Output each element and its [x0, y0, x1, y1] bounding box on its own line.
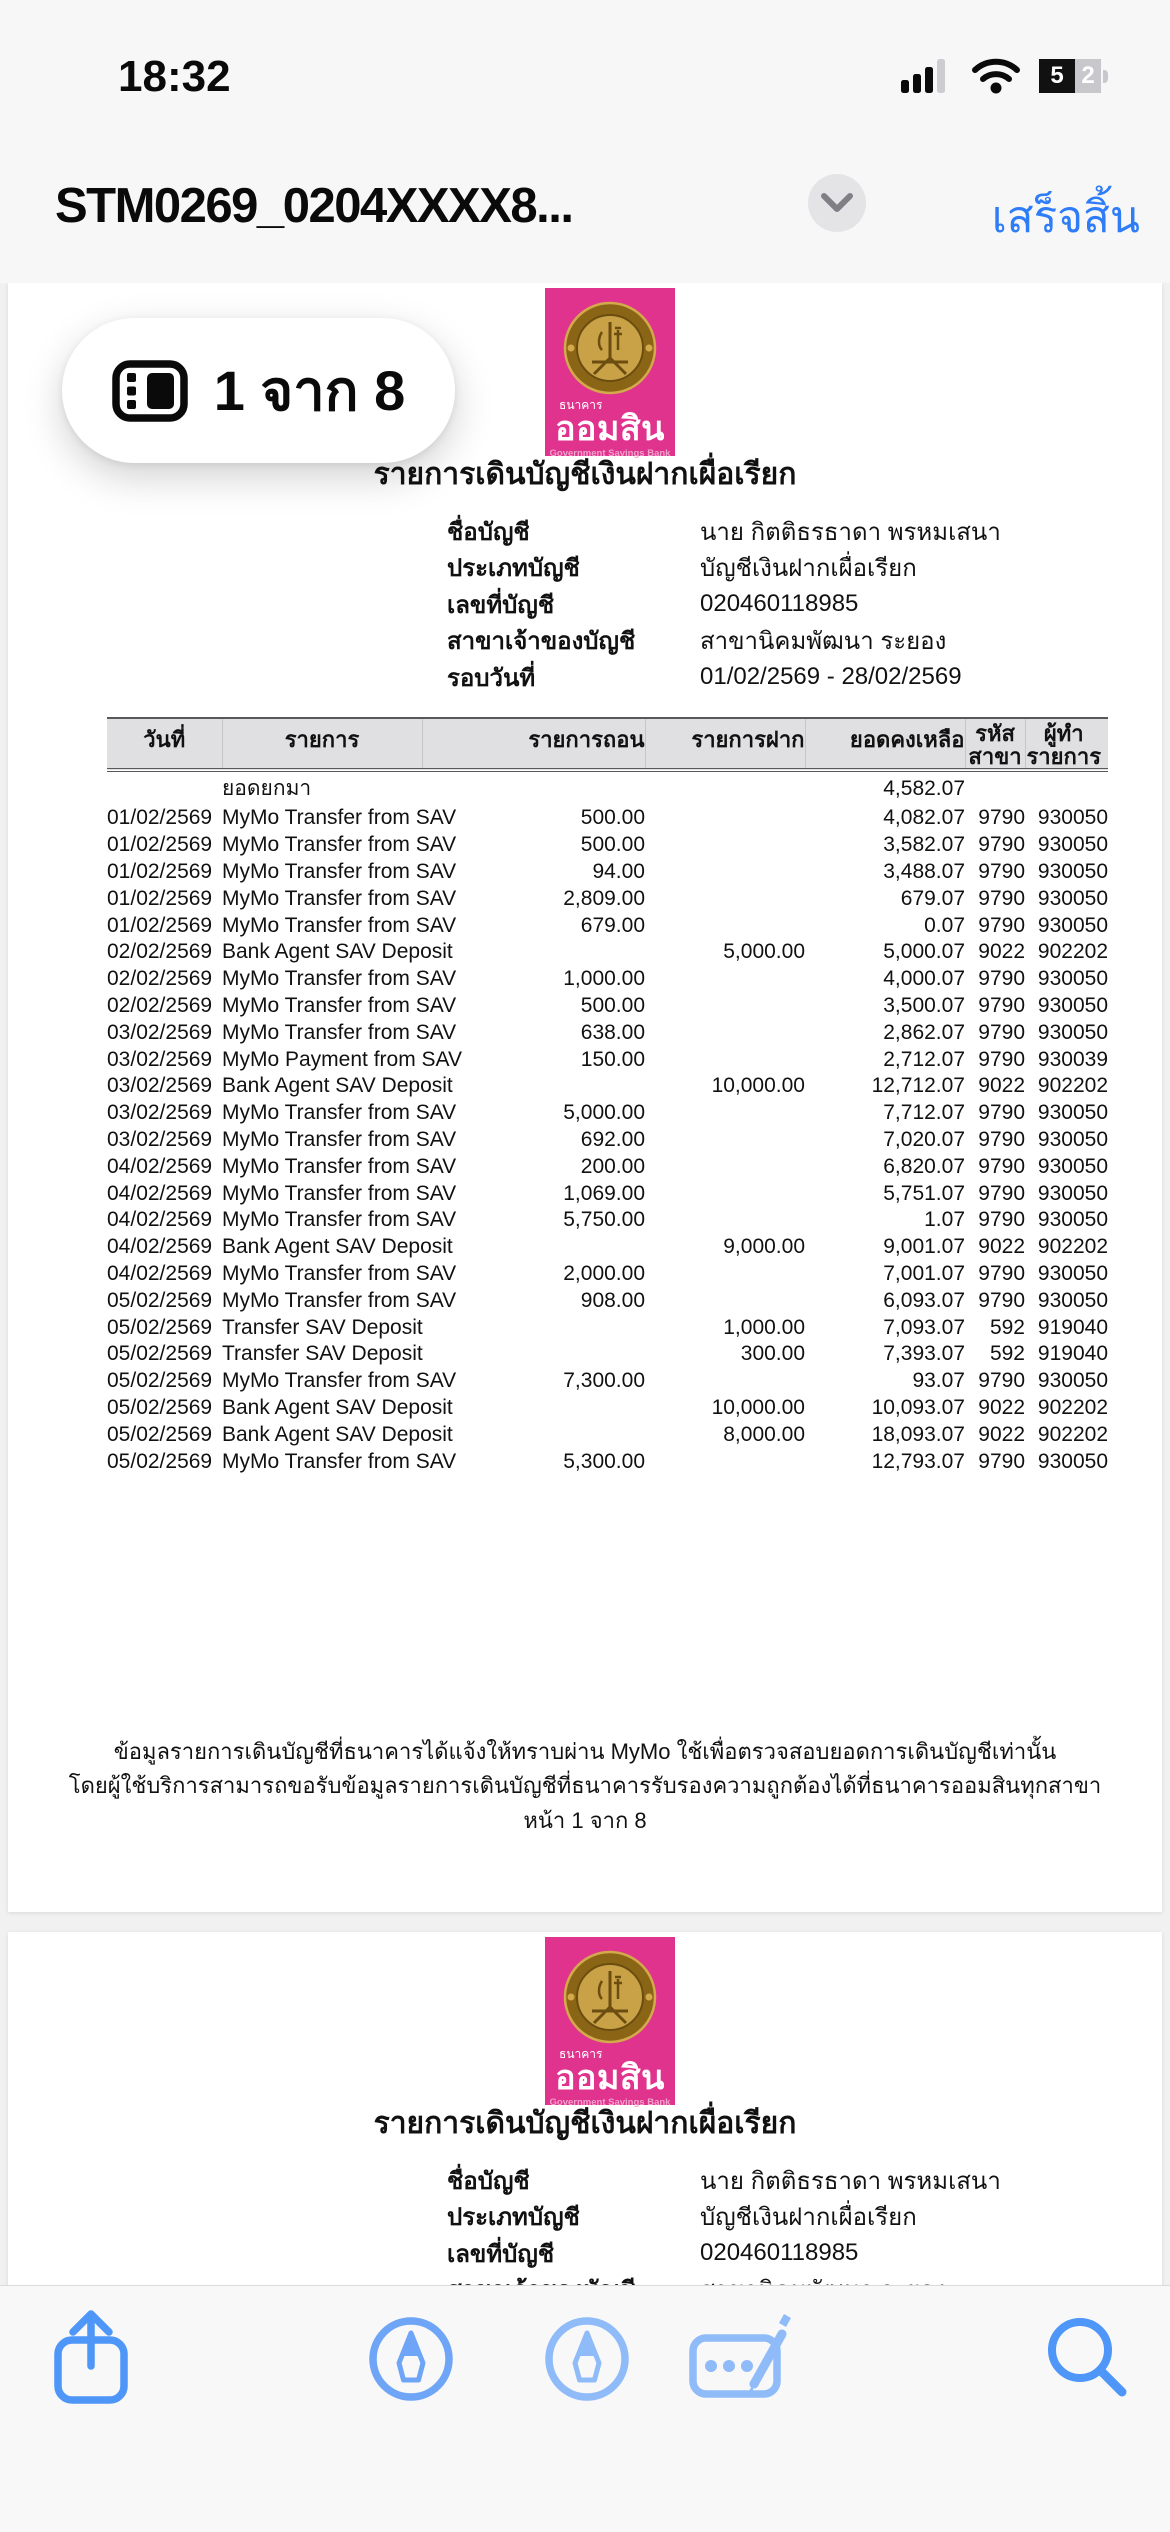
- cell-description: MyMo Transfer from SAV: [222, 1127, 457, 1151]
- battery-percent-digit-1: 5: [1039, 59, 1075, 93]
- transaction-row: [107, 1127, 1108, 1154]
- transaction-row: [107, 1073, 1108, 1100]
- cell-deposit: [645, 1100, 805, 1127]
- done-button[interactable]: เสร็จสิ้น: [991, 193, 1140, 242]
- cell-deposit: [645, 1368, 805, 1395]
- cell-date: 03/02/2569: [107, 1127, 213, 1151]
- cell-operator: 930050: [1037, 1101, 1108, 1125]
- account-detail-value: 01/02/2569 - 28/02/2569: [700, 663, 962, 691]
- cell-branch-code: 9790: [978, 1208, 1025, 1232]
- cell-balance: 7,001.07: [883, 1261, 965, 1285]
- cell-description: MyMo Transfer from SAV: [222, 1369, 457, 1393]
- account-detail-row: [447, 586, 1107, 623]
- cell-operator: 930050: [1037, 993, 1108, 1017]
- cell-operator: 930050: [1037, 913, 1108, 937]
- bank-logo: [545, 1937, 675, 2108]
- thumbnails-icon: [112, 360, 188, 422]
- cell-branch-code: 9790: [978, 833, 1025, 857]
- account-detail-value: บัญชีเงินฝากเผื่อเรียก: [700, 555, 917, 583]
- cell-operator: 902202: [1037, 1235, 1108, 1259]
- statement-title: รายการเดินบัญชีเงินฝากเผื่อเรียก: [373, 2107, 797, 2140]
- cell-date: 04/02/2569: [107, 1261, 213, 1285]
- cell-withdrawal: [422, 1395, 645, 1422]
- col-header-date: วันที่: [107, 718, 222, 770]
- cell-balance: 679.07: [900, 886, 965, 910]
- cell-branch-code: 9790: [978, 859, 1025, 883]
- account-details: [447, 513, 1107, 696]
- bank-logo-subtitle: Government Savings Bank: [549, 2097, 671, 2108]
- cell-balance: 7,393.07: [883, 1342, 965, 1366]
- cell-balance: 12,793.07: [871, 1449, 965, 1473]
- cell-date: 02/02/2569: [107, 993, 213, 1017]
- cell-date: 05/02/2569: [107, 1315, 213, 1339]
- cell-deposit: [645, 1153, 805, 1180]
- cell-operator: 919040: [1037, 1315, 1108, 1339]
- cell-deposit: [645, 993, 805, 1020]
- cell-operator: 902202: [1037, 1422, 1108, 1446]
- col-header-deposit: รายการฝาก: [645, 718, 805, 770]
- cell-operator: 930050: [1037, 859, 1108, 883]
- cell-description: MyMo Transfer from SAV: [222, 1449, 457, 1473]
- cell-date: 05/02/2569: [107, 1449, 213, 1473]
- pdf-page-2[interactable]: [8, 1932, 1162, 2292]
- cell-branch-code: 9790: [978, 967, 1025, 991]
- cell-branch-code: 9022: [978, 1235, 1025, 1259]
- account-detail-label: ประเภทบัญชี: [447, 555, 580, 583]
- cell-operator: 930050: [1037, 886, 1108, 910]
- nav-bar: [0, 150, 1170, 283]
- cell-operator: 930039: [1037, 1047, 1108, 1071]
- statement-title: รายการเดินบัญชีเงินฝากเผื่อเรียก: [373, 458, 797, 491]
- cell-balance: 3,488.07: [883, 859, 965, 883]
- cell-operator: 930050: [1037, 1288, 1108, 1312]
- account-detail-value: นาย กิตติธรธาดา พรหมเสนา: [700, 2167, 1001, 2195]
- cell-operator: 930050: [1037, 967, 1108, 991]
- cell-withdrawal: 500.00: [580, 833, 645, 857]
- cell-operator: [1025, 770, 1108, 805]
- transaction-row: [107, 805, 1108, 832]
- cell-date: 01/02/2569: [107, 833, 213, 857]
- cell-description: Transfer SAV Deposit: [222, 1342, 423, 1366]
- cell-deposit: 1,000.00: [723, 1315, 805, 1339]
- cell-deposit: [645, 1207, 805, 1234]
- cell-withdrawal: 692.00: [580, 1127, 645, 1151]
- account-detail-row: [447, 550, 1107, 587]
- account-detail-row: [447, 2199, 1107, 2236]
- transaction-row: [107, 1234, 1108, 1261]
- form-fill-icon[interactable]: [688, 2308, 800, 2408]
- account-detail-label: ชื่อบัญชี: [447, 518, 530, 546]
- cell-description: MyMo Transfer from SAV: [222, 993, 457, 1017]
- cell-withdrawal: 638.00: [580, 1020, 645, 1044]
- cell-deposit: [645, 832, 805, 859]
- cell-description: Bank Agent SAV Deposit: [222, 1074, 453, 1098]
- cell-date: 05/02/2569: [107, 1369, 213, 1393]
- cell-deposit: [645, 1127, 805, 1154]
- cell-withdrawal: 2,809.00: [563, 886, 645, 910]
- cell-balance: 3,500.07: [883, 993, 965, 1017]
- cell-balance: 10,093.07: [871, 1395, 965, 1419]
- cell-date: 04/02/2569: [107, 1154, 213, 1178]
- cell-withdrawal: [422, 1421, 645, 1448]
- cell-date: 01/02/2569: [107, 806, 213, 830]
- cell-operator: 930050: [1037, 806, 1108, 830]
- bank-seal-icon: [562, 300, 658, 396]
- cell-operator: 930050: [1037, 1449, 1108, 1473]
- account-detail-row: [447, 2235, 1107, 2272]
- cell-description: MyMo Transfer from SAV: [222, 913, 457, 937]
- account-detail-row: [447, 2162, 1107, 2199]
- cell-branch-code: 592: [989, 1342, 1025, 1366]
- transaction-row: [107, 1287, 1108, 1314]
- cell-description: MyMo Transfer from SAV: [222, 1101, 457, 1125]
- col-header-operator: ผู้ทำ รายการ: [1025, 718, 1108, 770]
- bank-logo-small-text: ธนาคาร: [559, 398, 603, 412]
- cell-operator: 902202: [1037, 1074, 1108, 1098]
- transaction-row: [107, 1421, 1108, 1448]
- cell-operator: 930050: [1037, 1181, 1108, 1205]
- battery-percent-digit-2: 2: [1075, 59, 1101, 93]
- bottom-toolbar: [0, 2285, 1170, 2532]
- cell-branch-code: 9790: [978, 1449, 1025, 1473]
- cell-balance: 6,820.07: [883, 1154, 965, 1178]
- pdf-page-1[interactable]: [8, 283, 1162, 1912]
- bank-logo-subtitle: Government Savings Bank: [549, 448, 671, 459]
- account-detail-value: สาขานิคมพัฒนา ระยอง: [700, 628, 947, 656]
- cell-date: 05/02/2569: [107, 1422, 213, 1446]
- transaction-row: [107, 770, 1108, 805]
- transaction-row: [107, 939, 1108, 966]
- account-detail-row: [447, 659, 1107, 696]
- cell-balance: 6,093.07: [883, 1288, 965, 1312]
- cell-date: [107, 770, 222, 805]
- cell-operator: 930050: [1037, 1127, 1108, 1151]
- cell-date: 02/02/2569: [107, 967, 213, 991]
- transaction-row: [107, 1046, 1108, 1073]
- cell-branch-code: 9790: [978, 1261, 1025, 1285]
- cell-date: 03/02/2569: [107, 1020, 213, 1044]
- cell-branch-code: 9790: [978, 1288, 1025, 1312]
- cell-deposit: [645, 805, 805, 832]
- cell-operator: 930050: [1037, 1154, 1108, 1178]
- cell-balance: 7,712.07: [883, 1101, 965, 1125]
- cell-description: MyMo Transfer from SAV: [222, 1261, 457, 1285]
- bank-seal-icon: [562, 1949, 658, 2045]
- col-header-balance: ยอดคงเหลือ: [805, 718, 965, 770]
- cell-withdrawal: 500.00: [580, 806, 645, 830]
- cell-date: 04/02/2569: [107, 1208, 213, 1232]
- cell-date: 05/02/2569: [107, 1342, 213, 1366]
- cell-withdrawal: [422, 1314, 645, 1341]
- cell-balance: 7,093.07: [883, 1315, 965, 1339]
- cell-branch-code: 592: [989, 1315, 1025, 1339]
- cell-branch-code: 9790: [978, 886, 1025, 910]
- cell-deposit: 10,000.00: [711, 1074, 805, 1098]
- cell-balance: 5,000.07: [883, 940, 965, 964]
- cell-description: Bank Agent SAV Deposit: [222, 940, 453, 964]
- cell-branch-code: [965, 770, 1025, 805]
- cell-deposit: [645, 966, 805, 993]
- cell-withdrawal: 500.00: [580, 993, 645, 1017]
- cell-branch-code: 9790: [978, 1181, 1025, 1205]
- cell-balance: 4,582.07: [883, 776, 965, 800]
- cell-balance: 1.07: [924, 1208, 965, 1232]
- cell-deposit: 300.00: [740, 1342, 805, 1366]
- battery-icon: [1039, 59, 1108, 93]
- transaction-row: [107, 912, 1108, 939]
- cell-date: 02/02/2569: [107, 940, 213, 964]
- cell-description: Transfer SAV Deposit: [222, 1315, 423, 1339]
- cell-description: MyMo Transfer from SAV: [222, 1208, 457, 1232]
- cell-balance: 0.07: [924, 913, 965, 937]
- transaction-row: [107, 966, 1108, 993]
- cell-withdrawal: 200.00: [580, 1154, 645, 1178]
- cell-balance: 9,001.07: [883, 1235, 965, 1259]
- cell-description: MyMo Transfer from SAV: [222, 1020, 457, 1044]
- page-indicator-label: 1 จาก 8: [213, 359, 406, 422]
- account-detail-value: นาย กิตติธรธาดา พรหมเสนา: [700, 518, 1001, 546]
- cell-withdrawal: 908.00: [580, 1288, 645, 1312]
- share-icon[interactable]: [52, 2308, 130, 2406]
- account-detail-label: สาขาเจ้าของบัญชี: [447, 628, 636, 656]
- cell-withdrawal: 7,300.00: [563, 1369, 645, 1393]
- cell-deposit: [645, 1261, 805, 1288]
- cell-description: Bank Agent SAV Deposit: [222, 1422, 453, 1446]
- account-detail-label: เลขที่บัญชี: [447, 2240, 555, 2268]
- cell-branch-code: 9022: [978, 1395, 1025, 1419]
- transaction-row: [107, 1207, 1108, 1234]
- col-header-description: รายการ: [222, 718, 422, 770]
- cell-description: MyMo Transfer from SAV: [222, 1181, 457, 1205]
- bank-logo-name: ออมสิน: [555, 410, 665, 448]
- cell-date: 05/02/2569: [107, 1288, 213, 1312]
- cell-deposit: 5,000.00: [723, 940, 805, 964]
- cell-deposit: [645, 885, 805, 912]
- footer-page-number: หน้า 1 จาก 8: [523, 1808, 647, 1833]
- cell-deposit: [645, 1287, 805, 1314]
- cell-withdrawal: [422, 770, 645, 805]
- transaction-row: [107, 1395, 1108, 1422]
- cell-branch-code: 9790: [978, 806, 1025, 830]
- cell-withdrawal: 1,069.00: [563, 1181, 645, 1205]
- transaction-row: [107, 1261, 1108, 1288]
- cell-deposit: [645, 1019, 805, 1046]
- bank-logo-name: ออมสิน: [555, 2059, 665, 2097]
- cell-balance: 18,093.07: [871, 1422, 965, 1446]
- cell-operator: 902202: [1037, 940, 1108, 964]
- cell-deposit: 10,000.00: [711, 1395, 805, 1419]
- transaction-row: [107, 1368, 1108, 1395]
- account-detail-label: ชื่อบัญชี: [447, 2167, 530, 2195]
- col-header-branch-code: รหัส สาขา: [965, 718, 1025, 770]
- cell-deposit: 8,000.00: [723, 1422, 805, 1446]
- transaction-row: [107, 1019, 1108, 1046]
- cell-withdrawal: [422, 1234, 645, 1261]
- statement-footer: [8, 1735, 1162, 1838]
- account-detail-value: 020460118985: [700, 2239, 859, 2267]
- transaction-row: [107, 1448, 1108, 1475]
- bank-logo: [545, 288, 675, 459]
- title-menu-button[interactable]: [808, 174, 866, 232]
- transaction-row: [107, 1153, 1108, 1180]
- cell-withdrawal: 94.00: [592, 859, 645, 883]
- cell-date: 05/02/2569: [107, 1395, 213, 1419]
- table-header-row: [107, 718, 1108, 770]
- cell-date: 01/02/2569: [107, 859, 213, 883]
- page-indicator[interactable]: [62, 318, 455, 463]
- transaction-row: [107, 885, 1108, 912]
- cell-withdrawal: [422, 939, 645, 966]
- cell-balance: 4,082.07: [883, 806, 965, 830]
- cell-description: MyMo Transfer from SAV: [222, 1288, 457, 1312]
- cell-balance: 7,020.07: [883, 1127, 965, 1151]
- cell-deposit: 9,000.00: [723, 1235, 805, 1259]
- chevron-down-icon: [820, 192, 854, 214]
- cell-balance: 3,582.07: [883, 833, 965, 857]
- wifi-icon: [971, 58, 1021, 94]
- search-icon[interactable]: [1042, 2312, 1132, 2402]
- transaction-row: [107, 1314, 1108, 1341]
- cell-operator: 930050: [1037, 1369, 1108, 1393]
- cell-operator: 919040: [1037, 1342, 1108, 1366]
- transaction-row: [107, 1180, 1108, 1207]
- cell-operator: 930050: [1037, 833, 1108, 857]
- cell-description: MyMo Transfer from SAV: [222, 859, 457, 883]
- account-detail-value: บัญชีเงินฝากเผื่อเรียก: [700, 2204, 917, 2232]
- cell-balance: 5,751.07: [883, 1181, 965, 1205]
- cell-branch-code: 9790: [978, 1101, 1025, 1125]
- account-detail-row: [447, 623, 1107, 660]
- cell-description: Bank Agent SAV Deposit: [222, 1235, 453, 1259]
- cell-branch-code: 9790: [978, 1369, 1025, 1393]
- cell-withdrawal: 1,000.00: [563, 967, 645, 991]
- cell-balance: 4,000.07: [883, 967, 965, 991]
- transactions-table: [107, 717, 1108, 1475]
- cellular-signal-icon: [901, 59, 953, 93]
- cell-withdrawal: [422, 1341, 645, 1368]
- cell-operator: 930050: [1037, 1261, 1108, 1285]
- account-detail-label: เลขที่บัญชี: [447, 591, 555, 619]
- cell-withdrawal: 679.00: [580, 913, 645, 937]
- cell-branch-code: 9790: [978, 913, 1025, 937]
- cell-withdrawal: 5,750.00: [563, 1208, 645, 1232]
- cell-date: 04/02/2569: [107, 1235, 213, 1259]
- cell-date: 03/02/2569: [107, 1047, 213, 1071]
- cell-deposit: [645, 1180, 805, 1207]
- account-detail-label: รอบวันที่: [447, 664, 536, 692]
- cell-date: 04/02/2569: [107, 1181, 213, 1205]
- cell-branch-code: 9022: [978, 940, 1025, 964]
- cell-description: ยอดยกมา: [222, 777, 312, 800]
- cell-description: MyMo Transfer from SAV: [222, 833, 457, 857]
- cell-deposit: [645, 912, 805, 939]
- transaction-row: [107, 832, 1108, 859]
- cell-balance: 2,712.07: [883, 1047, 965, 1071]
- account-detail-row: [447, 513, 1107, 550]
- account-detail-label: ประเภทบัญชี: [447, 2204, 580, 2232]
- cell-description: MyMo Transfer from SAV: [222, 1154, 457, 1178]
- cell-description: MyMo Transfer from SAV: [222, 886, 457, 910]
- cell-balance: 12,712.07: [871, 1074, 965, 1098]
- cell-withdrawal: 2,000.00: [563, 1261, 645, 1285]
- cell-operator: 902202: [1037, 1395, 1108, 1419]
- cell-branch-code: 9790: [978, 1154, 1025, 1178]
- cell-description: MyMo Transfer from SAV: [222, 967, 457, 991]
- cell-description: Bank Agent SAV Deposit: [222, 1395, 453, 1419]
- cell-branch-code: 9790: [978, 1127, 1025, 1151]
- transaction-row: [107, 993, 1108, 1020]
- clock: 18:32: [118, 52, 231, 101]
- markup-pen-icon[interactable]: [368, 2316, 454, 2402]
- cell-branch-code: 9790: [978, 1047, 1025, 1071]
- transaction-row: [107, 1100, 1108, 1127]
- cell-description: MyMo Transfer from SAV: [222, 806, 457, 830]
- col-header-withdrawal: รายการถอน: [422, 718, 645, 770]
- cell-date: 03/02/2569: [107, 1074, 213, 1098]
- cell-branch-code: 9790: [978, 993, 1025, 1017]
- bank-logo-small-text: ธนาคาร: [559, 2047, 603, 2061]
- cell-branch-code: 9022: [978, 1074, 1025, 1098]
- transaction-row: [107, 859, 1108, 886]
- markup-pen-icon-2[interactable]: [544, 2316, 630, 2402]
- cell-operator: 930050: [1037, 1208, 1108, 1232]
- cell-deposit: [645, 859, 805, 886]
- status-bar: [0, 0, 1170, 150]
- footer-line-1: ข้อมูลรายการเดินบัญชีที่ธนาคารได้แจ้งให้ทราบผ่าน MyMo ใช้เพื่อตรวจสอบยอดการเดินบัญชีเท่านั้น: [113, 1739, 1057, 1764]
- cell-withdrawal: 5,300.00: [563, 1449, 645, 1473]
- cell-balance: 2,862.07: [883, 1020, 965, 1044]
- document-title: STM0269_0204XXXX8...: [55, 179, 573, 233]
- cell-date: 01/02/2569: [107, 913, 213, 937]
- cell-description: MyMo Payment from SAV: [222, 1047, 463, 1071]
- cell-operator: 930050: [1037, 1020, 1108, 1044]
- cell-branch-code: 9022: [978, 1422, 1025, 1446]
- footer-line-2: โดยผู้ใช้บริการสามารถขอรับข้อมูลรายการเดินบัญชีที่ธนาคารรับรองความถูกต้องได้ที่ธนาคารออมสินทุกสาขา: [68, 1773, 1102, 1798]
- cell-deposit: [645, 1046, 805, 1073]
- cell-deposit: [645, 1448, 805, 1475]
- cell-deposit: [645, 770, 805, 805]
- cell-date: 03/02/2569: [107, 1101, 213, 1125]
- transaction-row: [107, 1341, 1108, 1368]
- account-detail-value: 020460118985: [700, 590, 859, 618]
- cell-withdrawal: [422, 1073, 645, 1100]
- cell-withdrawal: 150.00: [580, 1047, 645, 1071]
- cell-date: 01/02/2569: [107, 886, 213, 910]
- cell-withdrawal: 5,000.00: [563, 1101, 645, 1125]
- cell-balance: 93.07: [912, 1369, 965, 1393]
- cell-branch-code: 9790: [978, 1020, 1025, 1044]
